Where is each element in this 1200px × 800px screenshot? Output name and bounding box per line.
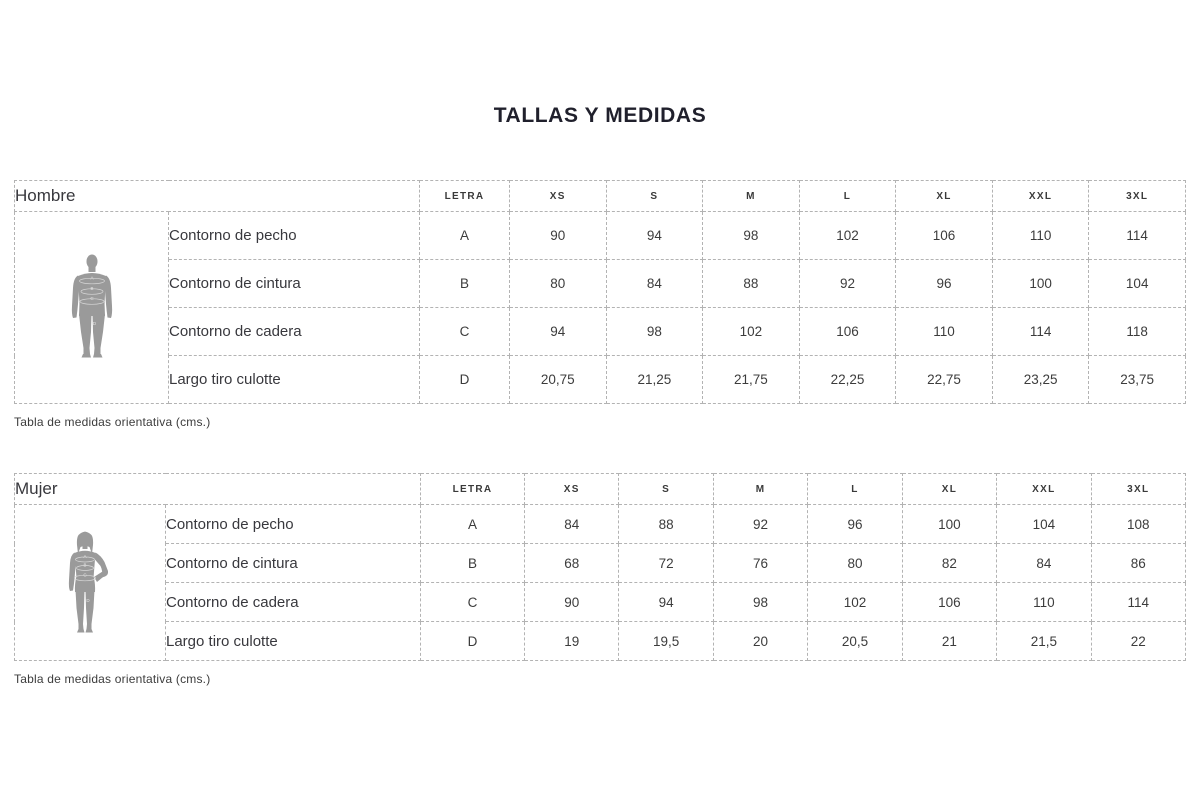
column-header-3xl: 3XL	[1089, 181, 1186, 212]
value-cell: 80	[808, 544, 902, 583]
value-cell: 21,25	[606, 356, 703, 404]
measurement-label: Contorno de pecho	[166, 505, 421, 544]
column-header-xxl: XXL	[997, 474, 1091, 505]
measurement-label: Contorno de pecho	[169, 212, 420, 260]
measurement-label: Contorno de cintura	[169, 260, 420, 308]
value-cell: 20	[713, 622, 807, 661]
column-header-l: L	[808, 474, 902, 505]
value-cell: 100	[902, 505, 996, 544]
value-cell: 22	[1091, 622, 1185, 661]
column-header-xl: XL	[896, 181, 993, 212]
value-cell: 104	[997, 505, 1091, 544]
column-header-letra: LETRA	[421, 474, 525, 505]
letter-cell: C	[421, 583, 525, 622]
figure-letter-d: D	[92, 320, 96, 326]
value-cell: 84	[997, 544, 1091, 583]
table-row	[15, 544, 1186, 583]
value-cell: 90	[525, 583, 619, 622]
group-header-mujer: Mujer	[15, 474, 421, 505]
value-cell: 114	[1091, 583, 1185, 622]
column-header-letra: LETRA	[420, 181, 510, 212]
value-cell: 100	[992, 260, 1089, 308]
value-cell: 21,5	[997, 622, 1091, 661]
measurement-label: Largo tiro culotte	[166, 622, 421, 661]
table-row	[15, 356, 1186, 404]
size-table-mujer	[14, 473, 1186, 661]
value-cell: 19,5	[619, 622, 713, 661]
measurement-label: Contorno de cadera	[166, 583, 421, 622]
table-row	[15, 212, 1186, 260]
column-header-xxl: XXL	[992, 181, 1089, 212]
column-header-m: M	[703, 181, 800, 212]
hombre-table-section	[14, 180, 1186, 429]
value-cell: 106	[902, 583, 996, 622]
figure-letter-d: D	[86, 598, 90, 603]
figure-letter-b: B	[83, 562, 87, 568]
column-header-s: S	[619, 474, 713, 505]
column-header-xs: XS	[510, 181, 607, 212]
figure-cell	[15, 505, 166, 661]
value-cell: 23,75	[1089, 356, 1186, 404]
column-header-m: M	[713, 474, 807, 505]
value-cell: 102	[808, 583, 902, 622]
value-cell: 96	[808, 505, 902, 544]
value-cell: 110	[997, 583, 1091, 622]
header-row	[15, 181, 1186, 212]
value-cell: 104	[1089, 260, 1186, 308]
table-row	[15, 260, 1186, 308]
value-cell: 92	[713, 505, 807, 544]
value-cell: 90	[510, 212, 607, 260]
table-row	[15, 505, 1186, 544]
value-cell: 84	[525, 505, 619, 544]
column-header-xl: XL	[902, 474, 996, 505]
mujer-table-section	[14, 473, 1186, 686]
column-header-l: L	[799, 181, 896, 212]
group-header-hombre: Hombre	[15, 181, 420, 212]
measurement-label: Largo tiro culotte	[169, 356, 420, 404]
table-row	[15, 583, 1186, 622]
value-cell: 98	[703, 212, 800, 260]
value-cell: 20,75	[510, 356, 607, 404]
column-header-s: S	[606, 181, 703, 212]
value-cell: 76	[713, 544, 807, 583]
value-cell: 98	[713, 583, 807, 622]
male-silhouette-icon	[69, 254, 115, 362]
value-cell: 88	[703, 260, 800, 308]
value-cell: 88	[619, 505, 713, 544]
table-row	[15, 622, 1186, 661]
value-cell: 19	[525, 622, 619, 661]
value-cell: 68	[525, 544, 619, 583]
figure-letter-a: A	[89, 275, 94, 280]
female-silhouette-icon	[59, 530, 121, 635]
value-cell: 22,25	[799, 356, 896, 404]
value-cell: 21,75	[703, 356, 800, 404]
letter-cell: A	[421, 505, 525, 544]
value-cell: 110	[896, 308, 993, 356]
value-cell: 114	[992, 308, 1089, 356]
letter-cell: C	[420, 308, 510, 356]
value-cell: 92	[799, 260, 896, 308]
page-title: TALLAS Y MEDIDAS	[493, 104, 707, 127]
table-row	[15, 308, 1186, 356]
measurement-label: Contorno de cintura	[166, 544, 421, 583]
value-cell: 20,5	[808, 622, 902, 661]
value-cell: 82	[902, 544, 996, 583]
value-cell: 86	[1091, 544, 1185, 583]
column-header-xs: XS	[525, 474, 619, 505]
measurement-label: Contorno de cadera	[169, 308, 420, 356]
figure-letter-c: C	[83, 572, 87, 578]
value-cell: 23,25	[992, 356, 1089, 404]
value-cell: 114	[1089, 212, 1186, 260]
figure-letter-b: B	[89, 285, 94, 291]
value-cell: 108	[1091, 505, 1185, 544]
value-cell: 84	[606, 260, 703, 308]
value-cell: 102	[703, 308, 800, 356]
value-cell: 98	[606, 308, 703, 356]
table-caption-hombre: Tabla de medidas orientativa (cms.)	[14, 415, 211, 429]
figure-letter-a: A	[83, 554, 87, 559]
figure-letter-c: C	[89, 295, 94, 301]
letter-cell: B	[421, 544, 525, 583]
value-cell: 118	[1089, 308, 1186, 356]
value-cell: 96	[896, 260, 993, 308]
size-table-hombre	[14, 180, 1186, 404]
value-cell: 106	[799, 308, 896, 356]
value-cell: 94	[606, 212, 703, 260]
value-cell: 22,75	[896, 356, 993, 404]
letter-cell: B	[420, 260, 510, 308]
letter-cell: D	[421, 622, 525, 661]
value-cell: 110	[992, 212, 1089, 260]
value-cell: 94	[619, 583, 713, 622]
header-row	[15, 474, 1186, 505]
value-cell: 72	[619, 544, 713, 583]
letter-cell: A	[420, 212, 510, 260]
table-caption-mujer: Tabla de medidas orientativa (cms.)	[14, 672, 211, 686]
column-header-3xl: 3XL	[1091, 474, 1185, 505]
letter-cell: D	[420, 356, 510, 404]
value-cell: 21	[902, 622, 996, 661]
value-cell: 94	[510, 308, 607, 356]
figure-cell	[15, 212, 169, 404]
value-cell: 80	[510, 260, 607, 308]
value-cell: 106	[896, 212, 993, 260]
value-cell: 102	[799, 212, 896, 260]
